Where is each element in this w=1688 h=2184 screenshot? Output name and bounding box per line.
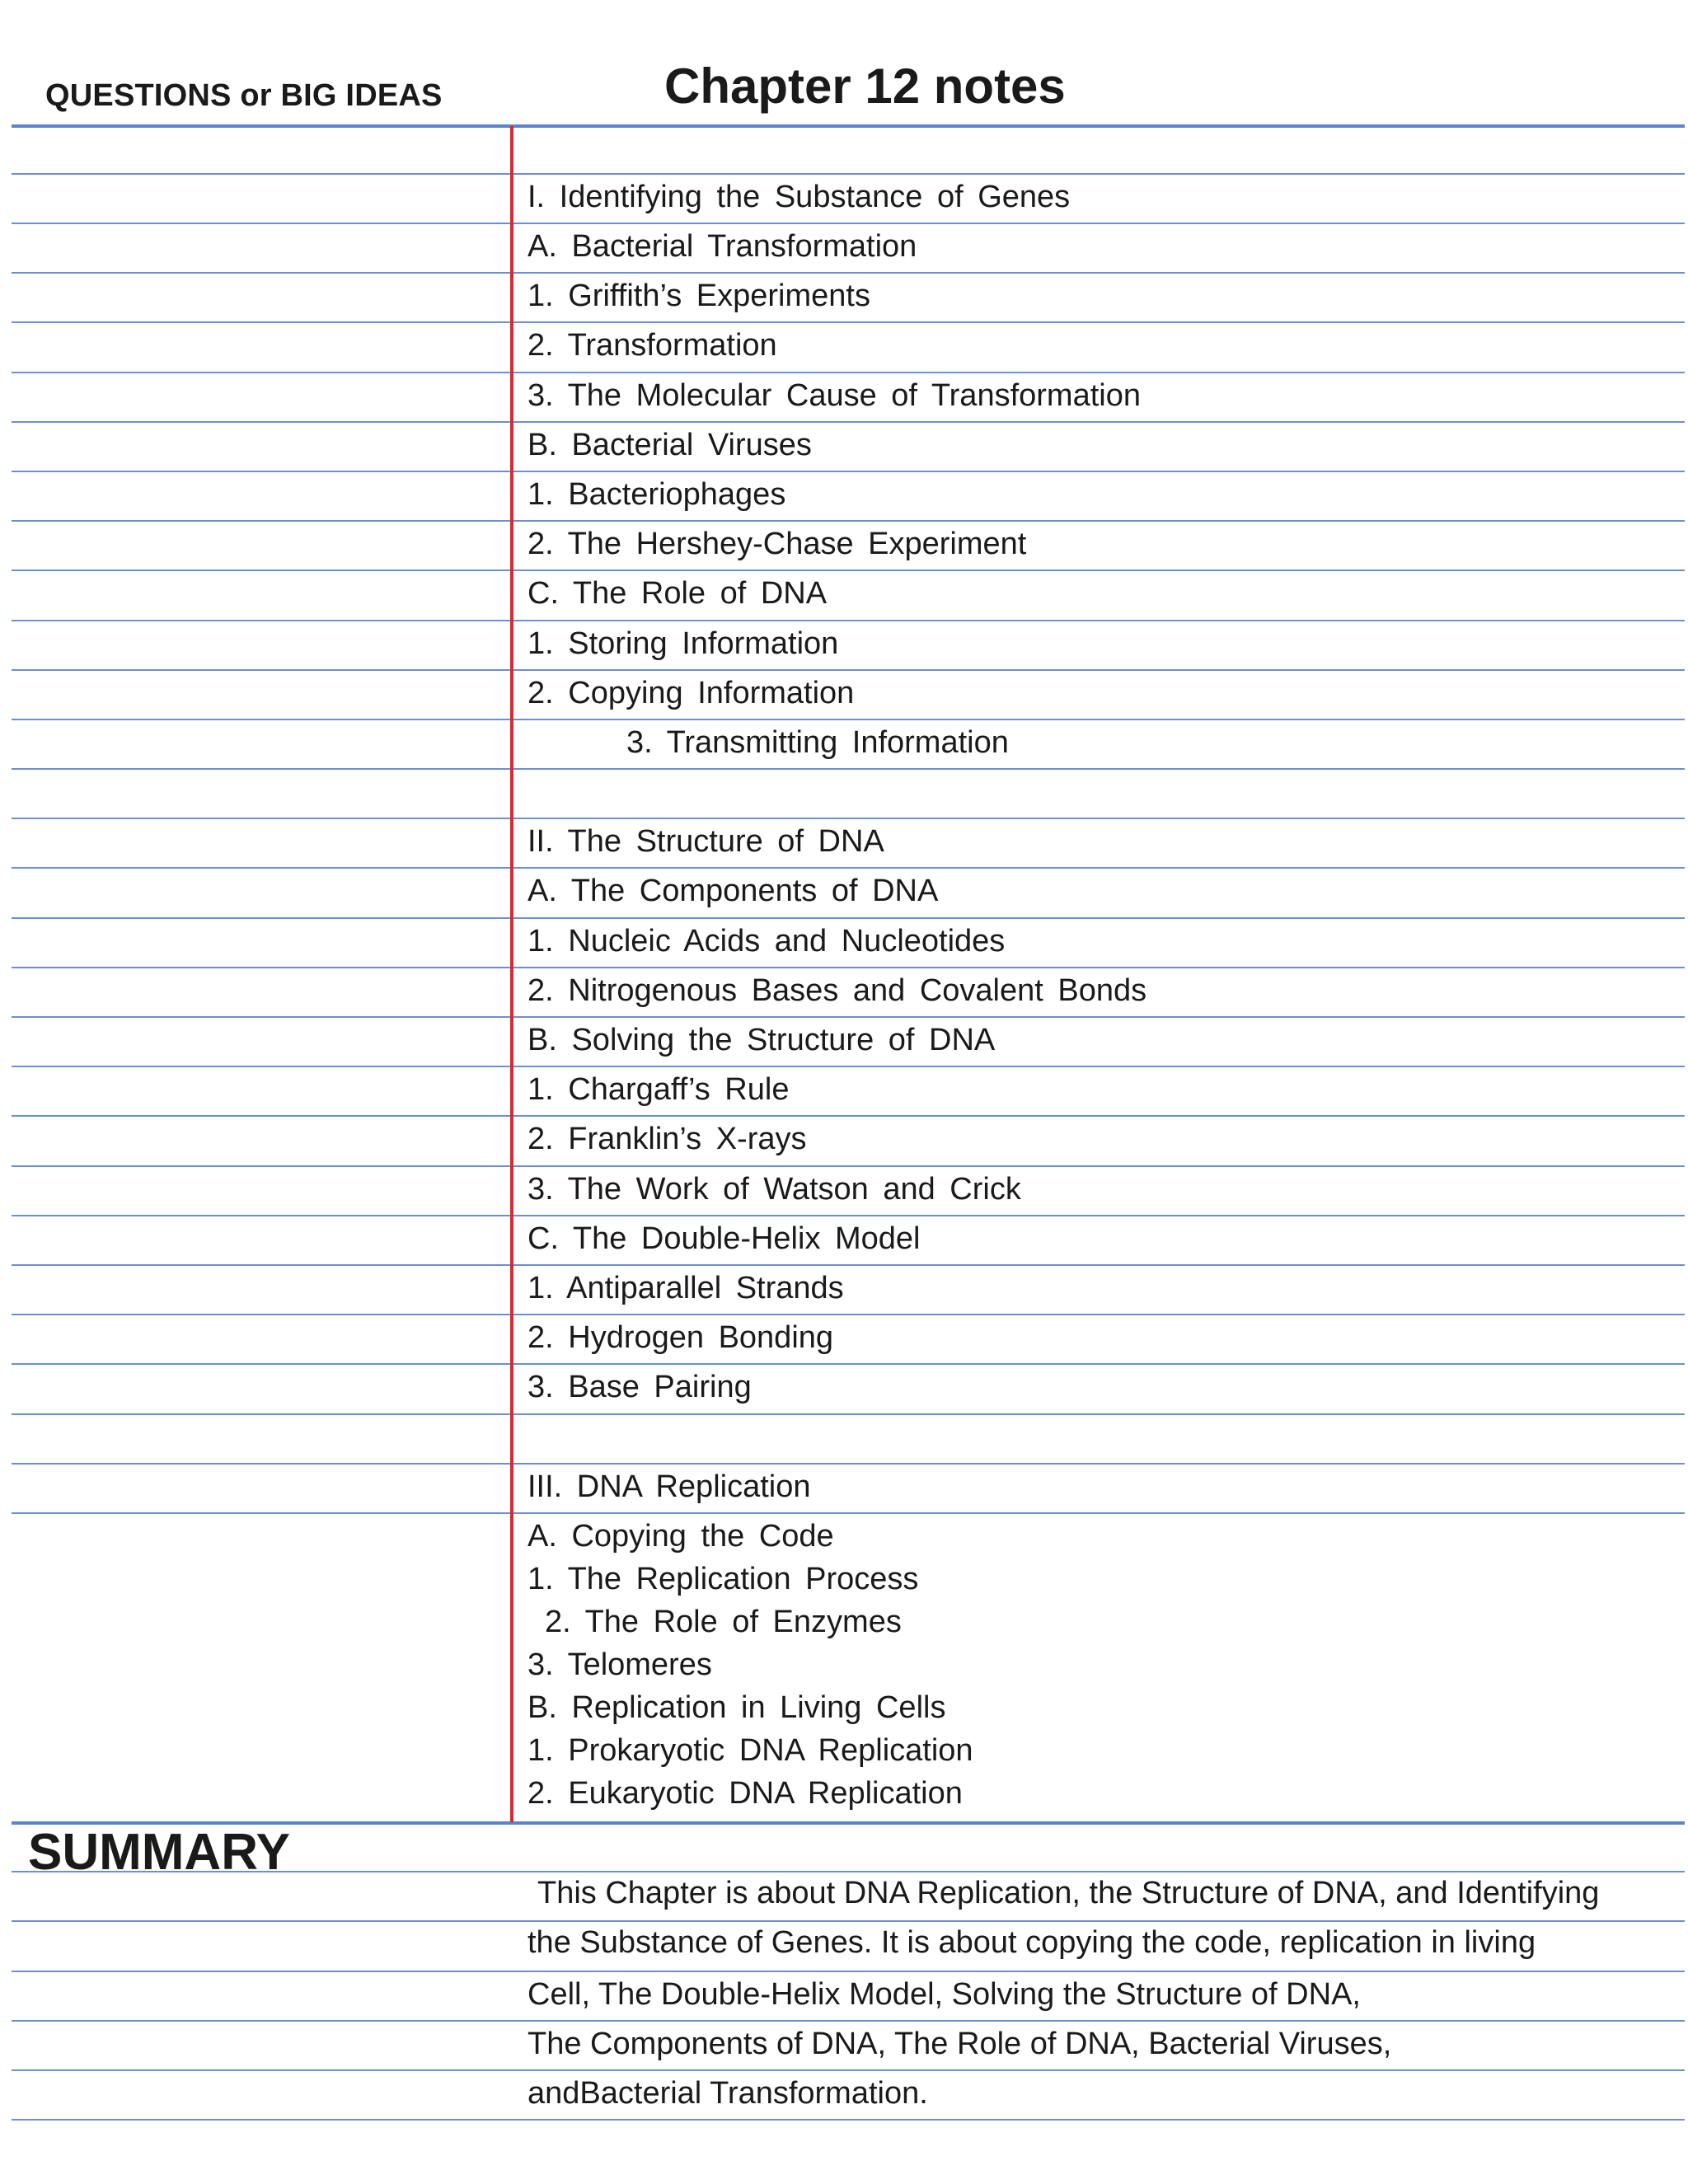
outline-line: I. Identifying the Substance of Genes	[528, 180, 1071, 214]
ruled-line	[12, 1512, 1685, 1514]
outline-line: 3. The Work of Watson and Crick	[528, 1172, 1021, 1207]
outline-line: 3. Telomeres	[528, 1647, 712, 1682]
ruled-line	[12, 173, 1685, 175]
outline-line: B. Replication in Living Cells	[528, 1690, 946, 1725]
ruled-line	[12, 768, 1685, 770]
ruled-line	[12, 223, 1685, 224]
summary-line: The Components of DNA, The Role of DNA, Bacterial Viruses,	[528, 2027, 1392, 2061]
ruled-line	[12, 1314, 1685, 1315]
outline-line: 3. The Molecular Cause of Transformation	[528, 378, 1141, 413]
outline-line: 2. The Role of Enzymes	[545, 1605, 902, 1639]
outline-line: B. Solving the Structure of DNA	[528, 1023, 996, 1057]
summary-line: Cell, The Double-Helix Model, Solving the Structure of DNA,	[528, 1977, 1361, 2012]
ruled-line	[12, 372, 1685, 373]
outline-line: B. Bacterial Viruses	[528, 428, 812, 462]
ruled-line	[12, 1363, 1685, 1365]
summary-heading: SUMMARY	[28, 1824, 291, 1881]
questions-column-header: QUESTIONS or BIG IDEAS	[45, 78, 443, 113]
outline-line: 1. Nucleic Acids and Nucleotides	[528, 924, 1006, 958]
summary-line: the Substance of Genes. It is about copying the code, replication in living	[528, 1925, 1536, 1960]
ruled-line	[12, 321, 1685, 323]
ruled-line	[12, 1264, 1685, 1266]
ruled-line	[12, 1971, 1685, 1972]
ruled-line	[12, 1215, 1685, 1216]
ruled-line	[12, 967, 1685, 968]
ruled-line	[12, 620, 1685, 621]
ruled-line	[12, 2119, 1685, 2121]
outline-line: 2. Copying Information	[528, 676, 855, 710]
page-title: Chapter 12 notes	[664, 59, 1066, 114]
outline-line: A. Copying the Code	[528, 1519, 834, 1554]
outline-line: A. The Components of DNA	[528, 874, 939, 908]
ruled-line	[12, 272, 1685, 274]
outline-line: C. The Role of DNA	[528, 576, 828, 611]
ruled-line	[12, 1165, 1685, 1167]
outline-line: 3. Transmitting Information	[626, 725, 1009, 760]
summary-line: This Chapter is about DNA Replication, the Structure of DNA, and Identifying	[537, 1876, 1600, 1910]
outline-line: A. Bacterial Transformation	[528, 229, 917, 264]
outline-line: 1. Antiparallel Strands	[528, 1271, 844, 1305]
outline-line: 1. Storing Information	[528, 626, 839, 661]
outline-line: 1. Griffith’s Experiments	[528, 279, 870, 313]
ruled-line	[12, 1115, 1685, 1117]
outline-line: II. The Structure of DNA	[528, 824, 884, 859]
ruled-line	[12, 719, 1685, 720]
ruled-line	[12, 569, 1685, 571]
outline-line: 1. The Replication Process	[528, 1562, 919, 1596]
header-rule	[12, 124, 1685, 128]
outline-line: 2. Hydrogen Bonding	[528, 1320, 834, 1355]
outline-line: 2. Franklin’s X-rays	[528, 1122, 807, 1156]
ruled-line	[12, 421, 1685, 423]
outline-line: 2. The Hershey-Chase Experiment	[528, 527, 1027, 561]
margin-line	[510, 126, 513, 1822]
summary-line: andBacterial Transformation.	[528, 2076, 928, 2111]
ruled-line	[12, 669, 1685, 671]
outline-line: 2. Eukaryotic DNA Replication	[528, 1776, 963, 1811]
ruled-line	[12, 917, 1685, 919]
ruled-line	[12, 1016, 1685, 1018]
ruled-line	[12, 2020, 1685, 2022]
outline-line: 1. Prokaryotic DNA Replication	[528, 1733, 973, 1768]
outline-line: 1. Chargaff’s Rule	[528, 1072, 790, 1107]
outline-line: 2. Transformation	[528, 328, 777, 363]
ruled-line	[12, 471, 1685, 472]
ruled-line	[12, 2069, 1685, 2071]
outline-line: C. The Double-Helix Model	[528, 1221, 921, 1256]
ruled-line	[12, 1066, 1685, 1067]
outline-line: III. DNA Replication	[528, 1469, 811, 1504]
ruled-line	[12, 520, 1685, 522]
outline-line: 1. Bacteriophages	[528, 477, 786, 512]
outline-line: 2. Nitrogenous Bases and Covalent Bonds	[528, 973, 1147, 1008]
outline-line: 3. Base Pairing	[528, 1370, 752, 1404]
ruled-line	[12, 1413, 1685, 1415]
ruled-line	[12, 1920, 1685, 1922]
ruled-line	[12, 1463, 1685, 1465]
ruled-line	[12, 867, 1685, 869]
ruled-line	[12, 818, 1685, 819]
